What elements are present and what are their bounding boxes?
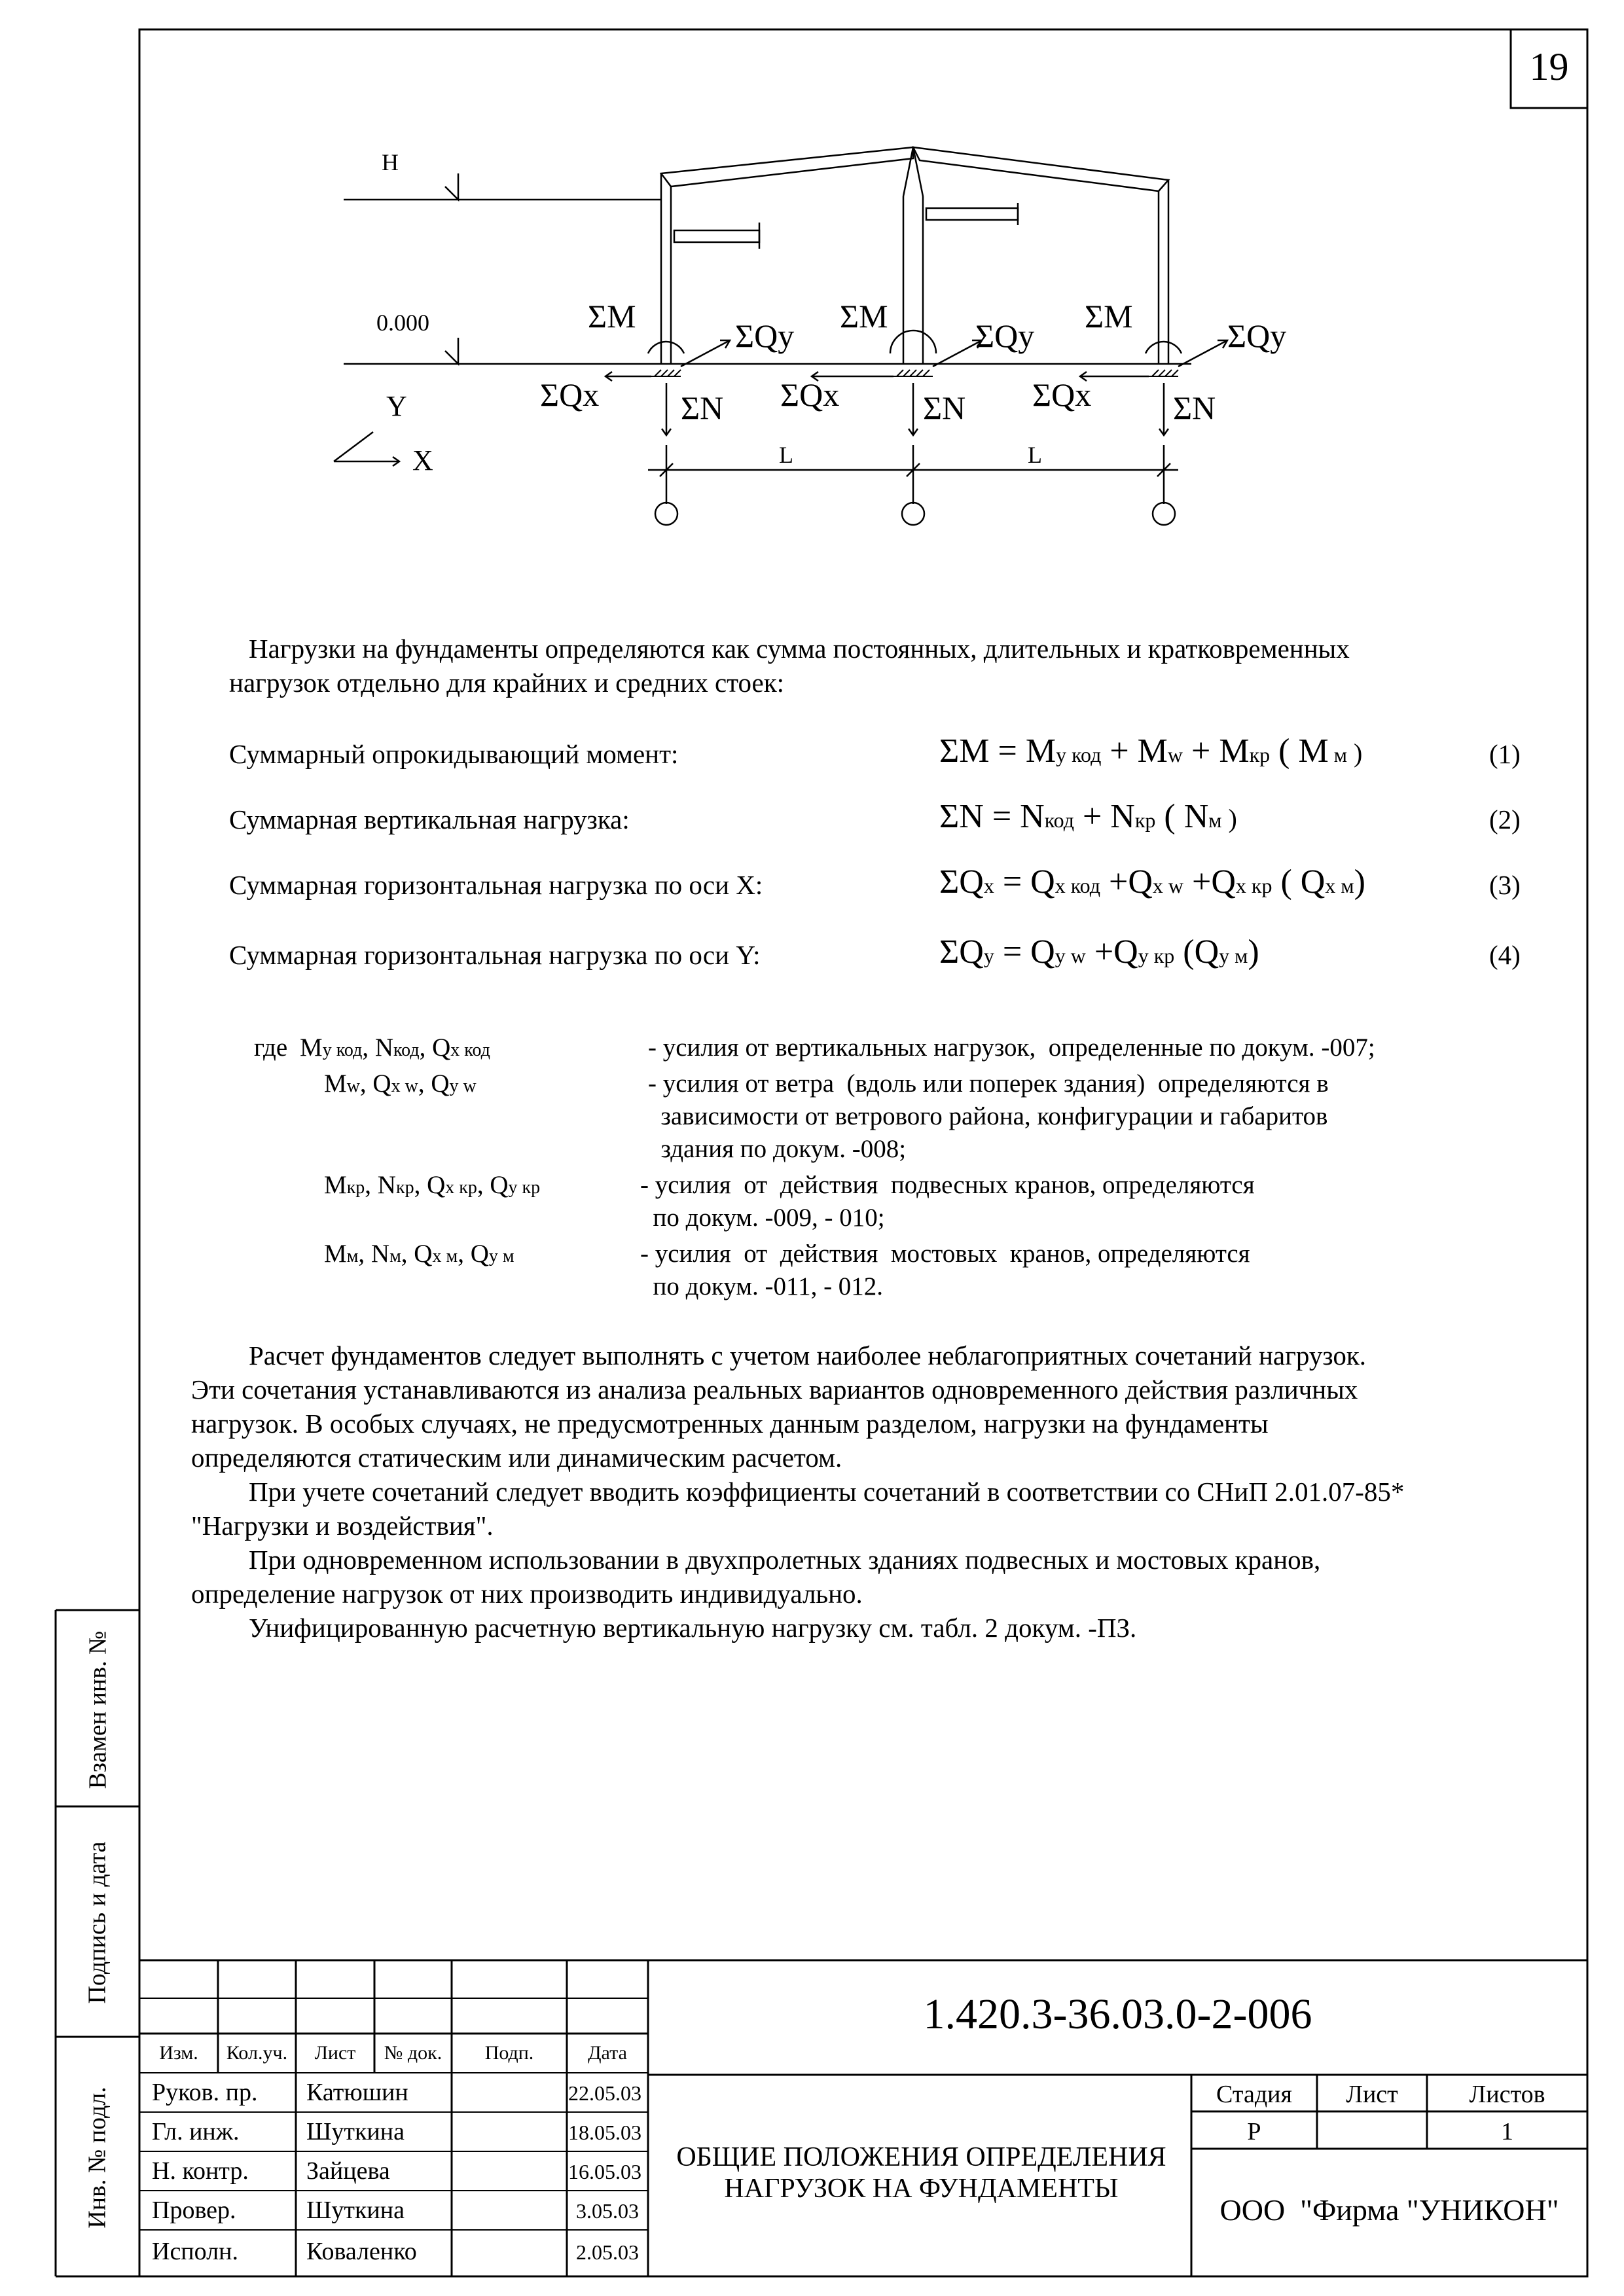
formula-expression: ΣN = Nкод + Nкр ( Nм ): [939, 798, 1237, 835]
label-span-1: L: [779, 442, 793, 468]
where-desc-4: по докум. -011, - 012.: [640, 1272, 884, 1300]
sig-date: 3.05.03: [576, 2199, 639, 2223]
intro-text: [229, 632, 1525, 700]
page-number: 19: [1529, 45, 1569, 88]
document-code: 1.420.3-36.03.0-2-006: [923, 1990, 1312, 2038]
sig-name: Коваленко: [306, 2238, 417, 2265]
header-izm: Изм.: [159, 2042, 198, 2064]
sig-date: 18.05.03: [568, 2121, 641, 2144]
formula-row-4: [229, 933, 1538, 972]
formula-label: Суммарный опрокидывающий момент:: [229, 739, 679, 769]
header-date: Дата: [588, 2042, 627, 2064]
paragraph-line: При учете сочетаний следует вводить коэффициенты сочетаний в соответствии со СНиП 2.01.07-85*: [249, 1477, 1405, 1507]
formula-number: (3): [1489, 870, 1521, 900]
formula-number: (2): [1489, 804, 1521, 834]
label-moment-3: ΣM: [1085, 298, 1133, 334]
header-kol: Кол.уч.: [226, 2042, 288, 2064]
sig-name: Зайцева: [306, 2157, 390, 2185]
label-n-1: ΣN: [681, 389, 724, 426]
sheet-title: [651, 2142, 1191, 2204]
paragraph-line: определение нагрузок от них производить индивидуально.: [191, 1579, 863, 1609]
where-desc-2: здания по докум. -008;: [648, 1135, 907, 1163]
label-n-2: ΣN: [923, 389, 966, 426]
formula-row-2: [229, 797, 1538, 836]
label-moment-2: ΣM: [840, 298, 888, 334]
sig-name: Шуткина: [306, 2118, 405, 2145]
formula-label: Суммарная горизонтальная нагрузка по оси X:: [229, 870, 763, 900]
sheet-title-line: НАГРУЗОК НА ФУНДАМЕНТЫ: [724, 2174, 1119, 2204]
formula-number: (4): [1489, 940, 1521, 970]
where-symbols-2: Mw, Qx w, Qy w: [324, 1069, 477, 1098]
label-qx-1: ΣQx: [540, 376, 600, 413]
company-name: ООО "Фирма "УНИКОН": [1219, 2193, 1559, 2227]
stage-value: Р: [1247, 2118, 1261, 2145]
where-desc-2: - усилия от ветра (вдоль или поперек здания) определяются в: [648, 1069, 1329, 1098]
formula-expression: ΣQy = Qy w +Qy кр (Qy м): [939, 933, 1259, 971]
where-desc-3: по докум. -009, - 010;: [640, 1204, 885, 1232]
where-desc-2: зависимости от ветрового района, конфигурации и габаритов: [648, 1102, 1328, 1130]
label-axis-x: X: [412, 444, 433, 476]
intro-line: Нагрузки на фундаменты определяются как сумма постоянных, длительных и кратковременных: [249, 634, 1350, 664]
where-symbols-1: Mу код, Nкод, Qx код: [300, 1033, 490, 1062]
sig-role: Провер.: [152, 2197, 236, 2224]
label-h: Н: [382, 149, 399, 175]
paragraph-line: Унифицированную расчетную вертикальную нагрузку см. табл. 2 докум. -ПЗ.: [249, 1613, 1137, 1643]
side-label-sign-date: Подпись и дата: [83, 1841, 111, 2004]
side-label-replaced-inv: Взамен инв. №: [84, 1630, 112, 1789]
paragraph-line: Эти сочетания устанавливаются из анализа реальных вариантов одновременного действия различных: [191, 1374, 1358, 1405]
label-qx-3: ΣQx: [1032, 376, 1092, 413]
sig-role: Н. контр.: [152, 2157, 249, 2185]
sheet-title-line: ОБЩИЕ ПОЛОЖЕНИЯ ОПРЕДЕЛЕНИЯ: [676, 2142, 1166, 2172]
formula-expression: ΣM = Mу код + Mw + Mкр ( M м ): [939, 732, 1363, 770]
sig-date: 2.05.03: [576, 2240, 639, 2264]
paragraph-line: "Нагрузки и воздействия".: [191, 1511, 494, 1541]
paragraph-line: Расчет фундаментов следует выполнять с учетом наиболее неблагоприятных сочетаний нагрузок.: [249, 1340, 1366, 1371]
where-symbols-3: Mкр, Nкр, Qx кр, Qy кр: [324, 1171, 541, 1199]
label-moment-1: ΣM: [588, 298, 636, 334]
label-zero-level: 0.000: [376, 310, 429, 336]
sig-name: Катюшин: [306, 2079, 408, 2106]
formula-number: (1): [1489, 739, 1521, 769]
label-span-2: L: [1028, 442, 1042, 468]
label-qy-2: ΣQy: [975, 317, 1035, 354]
stage-label: Стадия: [1216, 2081, 1292, 2108]
sheets-value: 1: [1501, 2118, 1513, 2145]
paragraph-line: нагрузок. В особых случаях, не предусмотренных данным разделом, нагрузки на фундаменты: [191, 1408, 1269, 1439]
label-qy-1: ΣQy: [735, 317, 795, 354]
formula-expression: ΣQx = Qx код +Qx w +Qx кр ( Qx м): [939, 863, 1365, 901]
label-n-3: ΣN: [1173, 389, 1216, 426]
where-desc-3: - усилия от действия подвесных кранов, определяются: [640, 1171, 1255, 1199]
formula-label: Суммарная вертикальная нагрузка:: [229, 804, 630, 834]
frame-load-diagram: [314, 131, 1362, 550]
side-label-inv-orig: Инв. № подл.: [83, 2087, 111, 2229]
header-list: Лист: [314, 2042, 356, 2064]
sheets-label: Листов: [1469, 2081, 1545, 2108]
label-axis-y: Y: [386, 390, 407, 422]
header-sign: Подп.: [484, 2042, 534, 2064]
paragraph-line: определяются статическим или динамическим расчетом.: [191, 1443, 842, 1473]
formula-label: Суммарная горизонтальная нагрузка по оси Y:: [229, 940, 761, 970]
label-qy-3: ΣQy: [1227, 317, 1287, 354]
where-block: [0, 1031, 1624, 1312]
sig-role: Гл. инж.: [152, 2118, 240, 2145]
paragraph-line: При одновременном использовании в двухпролетных зданиях подвесных и мостовых кранов,: [249, 1545, 1321, 1575]
sig-date: 16.05.03: [568, 2160, 641, 2183]
where-desc-1: - усилия от вертикальных нагрузок, определенные по докум. -007;: [648, 1033, 1375, 1062]
sig-role: Исполн.: [152, 2238, 238, 2265]
header-doc: № док.: [384, 2042, 442, 2064]
formula-row-1: [229, 732, 1538, 771]
sig-role: Руков. пр.: [152, 2079, 258, 2106]
body-text: [191, 1338, 1592, 1645]
where-desc-4: - усилия от действия мостовых кранов, определяются: [640, 1240, 1250, 1268]
sig-date: 22.05.03: [568, 2081, 641, 2105]
sheet-label: Лист: [1346, 2081, 1398, 2108]
where-symbols-4: Mм, Nм, Qx м, Qy м: [324, 1240, 514, 1268]
sig-name: Шуткина: [306, 2197, 405, 2224]
formula-row-3: [229, 863, 1538, 902]
intro-line: нагрузок отдельно для крайних и средних стоек:: [229, 668, 785, 698]
label-qx-2: ΣQx: [780, 376, 840, 413]
where-word: где: [254, 1033, 288, 1062]
